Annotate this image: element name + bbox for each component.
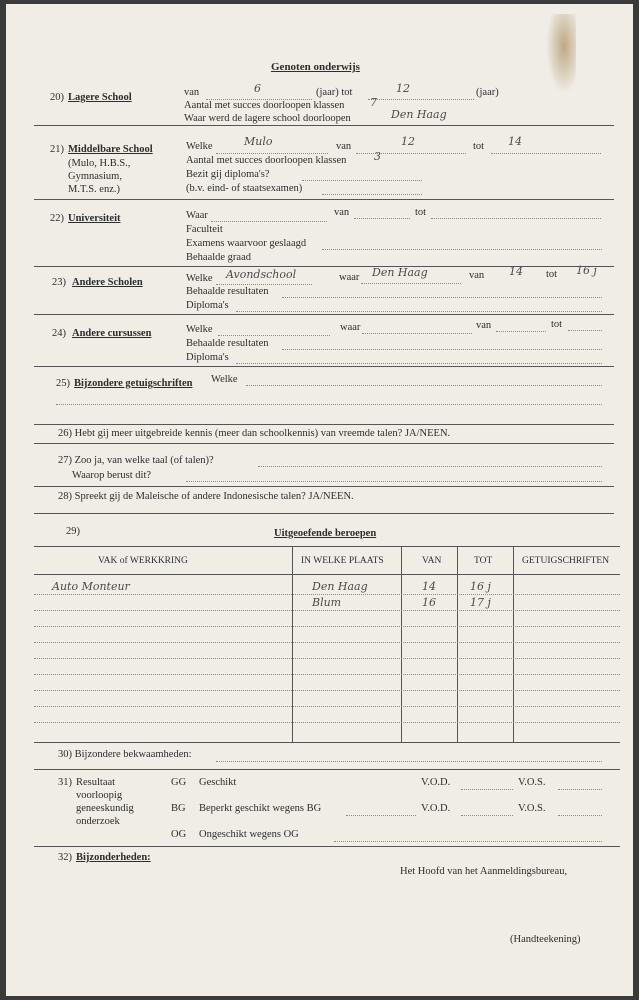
s22-van: van (334, 207, 350, 218)
row1-plaats[interactable]: Den Haag (312, 580, 368, 593)
s20-jaar: (jaar) (476, 87, 499, 98)
s21-welke-value[interactable]: Mulo (244, 135, 273, 148)
s23-num: 23) (52, 277, 66, 288)
col-header-tot: TOT (474, 556, 493, 566)
gg-text: Geschikt (199, 777, 237, 788)
s25-welke: Welke (211, 374, 238, 385)
s24-waar: waar (340, 322, 361, 333)
gg-vos: V.O.S. (518, 777, 546, 788)
s23-waar: waar (339, 272, 360, 283)
s24-van: van (476, 320, 492, 331)
s21-sub2: Gymnasium, (68, 171, 122, 182)
s31-l2: voorloopig (76, 790, 123, 801)
s21-line2: Aantal met succes doorloopen klassen (186, 155, 347, 166)
s20-line3: Waar werd de lagere school doorloopen (184, 113, 351, 124)
s20-line2: Aantal met succes doorloopen klassen (184, 100, 345, 111)
s21-van: van (336, 141, 352, 152)
s23-label: Andere Scholen (72, 277, 143, 288)
col-header-van: VAN (422, 556, 442, 566)
s32-label: Bijzonderheden: (76, 852, 151, 863)
row1-van[interactable]: 14 (422, 580, 436, 593)
bg-vos: V.O.S. (518, 803, 546, 814)
s22-label: Universiteit (68, 213, 121, 224)
s31-l1: Resultaat (76, 777, 116, 788)
s21-van-value[interactable]: 12 (401, 135, 415, 148)
s24-l2: Behaalde resultaten (186, 338, 269, 349)
col-header-getuigschriften: GETUIGSCHRIFTEN (522, 556, 610, 566)
col-header-vak: VAK of WERKKRING (98, 556, 188, 566)
signature-label: (Handteekening) (510, 934, 581, 945)
s27-line1: 27) Zoo ja, van welke taal (of talen)? (58, 455, 214, 466)
signer: Het Hoofd van het Aanmeldingsbureau, (400, 866, 568, 877)
s31-num: 31) (58, 777, 72, 788)
gg-vod: V.O.D. (421, 777, 451, 788)
s25-label: Bijzondere getuigschriften (74, 378, 193, 389)
s21-label: Middelbare School (68, 144, 153, 155)
s23-l3: Diploma's (186, 300, 229, 311)
s22-num: 22) (50, 213, 64, 224)
s21-welke: Welke (186, 141, 213, 152)
bg-vod: V.O.D. (421, 803, 451, 814)
s22-l4: Behaalde graad (186, 252, 252, 263)
s32-num: 32) (58, 852, 72, 863)
s25-num: 25) (56, 378, 70, 389)
s20-label: Lagere School (68, 92, 132, 103)
s20-line3-value[interactable]: Den Haag (391, 108, 447, 121)
og-code: OG (171, 829, 187, 840)
s21-sub3: M.T.S. enz.) (68, 184, 121, 195)
s20-van: van (184, 87, 200, 98)
s22-l3: Examens waarvoor geslaagd (186, 238, 307, 249)
s26-text: 26) Hebt gij meer uitgebreide kennis (meer dan schoolkennis) van vreemde talen? JA/NEEN. (58, 428, 451, 439)
s27-line2: Waarop berust dit? (72, 470, 152, 481)
s23-van-value[interactable]: 14 (509, 265, 523, 278)
s30-text: 30) Bijzondere bekwaamheden: (58, 749, 192, 760)
s21-line2-value[interactable]: 3 (374, 150, 381, 163)
s31-l3: geneeskundig (76, 803, 134, 814)
s21-line3: Bezit gij diploma's? (186, 169, 270, 180)
s22-l2: Faculteit (186, 224, 223, 235)
s22-waar: Waar (186, 210, 208, 221)
paper-stain (546, 14, 576, 94)
s20-jaar-tot: (jaar) tot (316, 87, 353, 98)
s23-waar-value[interactable]: Den Haag (372, 266, 428, 279)
s24-num: 24) (52, 328, 66, 339)
s23-van: van (469, 270, 485, 281)
s23-tot: tot (546, 269, 558, 280)
s23-l2: Behaalde resultaten (186, 286, 269, 297)
s20-van-value[interactable]: 6 (254, 82, 261, 95)
s21-line4: (b.v. eind- of staatsexamen) (186, 183, 303, 194)
row2-plaats[interactable]: Blum (312, 596, 342, 609)
s23-welke: Welke (186, 273, 213, 284)
row1-vak[interactable]: Auto Monteur (52, 580, 130, 593)
s22-tot: tot (415, 207, 427, 218)
form-page (6, 4, 633, 996)
bg-text: Beperkt geschikt wegens BG (199, 803, 322, 814)
s21-num: 21) (50, 144, 64, 155)
page-title: Genoten onderwijs (271, 61, 360, 73)
s23-tot-value[interactable]: 16 j (576, 264, 597, 277)
s28-text: 28) Spreekt gij de Maleische of andere Indonesische talen? JA/NEEN. (58, 491, 354, 502)
row2-van[interactable]: 16 (422, 596, 436, 609)
s21-tot-value[interactable]: 14 (508, 135, 522, 148)
s20-tot-value[interactable]: 12 (396, 82, 410, 95)
s29-num: 29) (66, 526, 80, 537)
s21-tot: tot (473, 141, 485, 152)
s24-label: Andere cursussen (72, 328, 152, 339)
s20-num: 20) (50, 92, 64, 103)
s21-sub1: (Mulo, H.B.S., (68, 158, 131, 169)
row2-tot[interactable]: 17 j (470, 596, 491, 609)
s23-welke-value[interactable]: Avondschool (226, 268, 297, 281)
bg-code: BG (171, 803, 186, 814)
og-text: Ongeschikt wegens OG (199, 829, 299, 840)
gg-code: GG (171, 777, 187, 788)
row1-tot[interactable]: 16 j (470, 580, 491, 593)
s24-welke: Welke (186, 324, 213, 335)
s31-l4: onderzoek (76, 816, 120, 827)
s29-title: Uitgeoefende beroepen (274, 528, 377, 539)
col-header-plaats: IN WELKE PLAATS (301, 556, 384, 566)
s24-tot: tot (551, 319, 563, 330)
s24-l3: Diploma's (186, 352, 229, 363)
s20-line2-value[interactable]: 7 (370, 96, 377, 109)
